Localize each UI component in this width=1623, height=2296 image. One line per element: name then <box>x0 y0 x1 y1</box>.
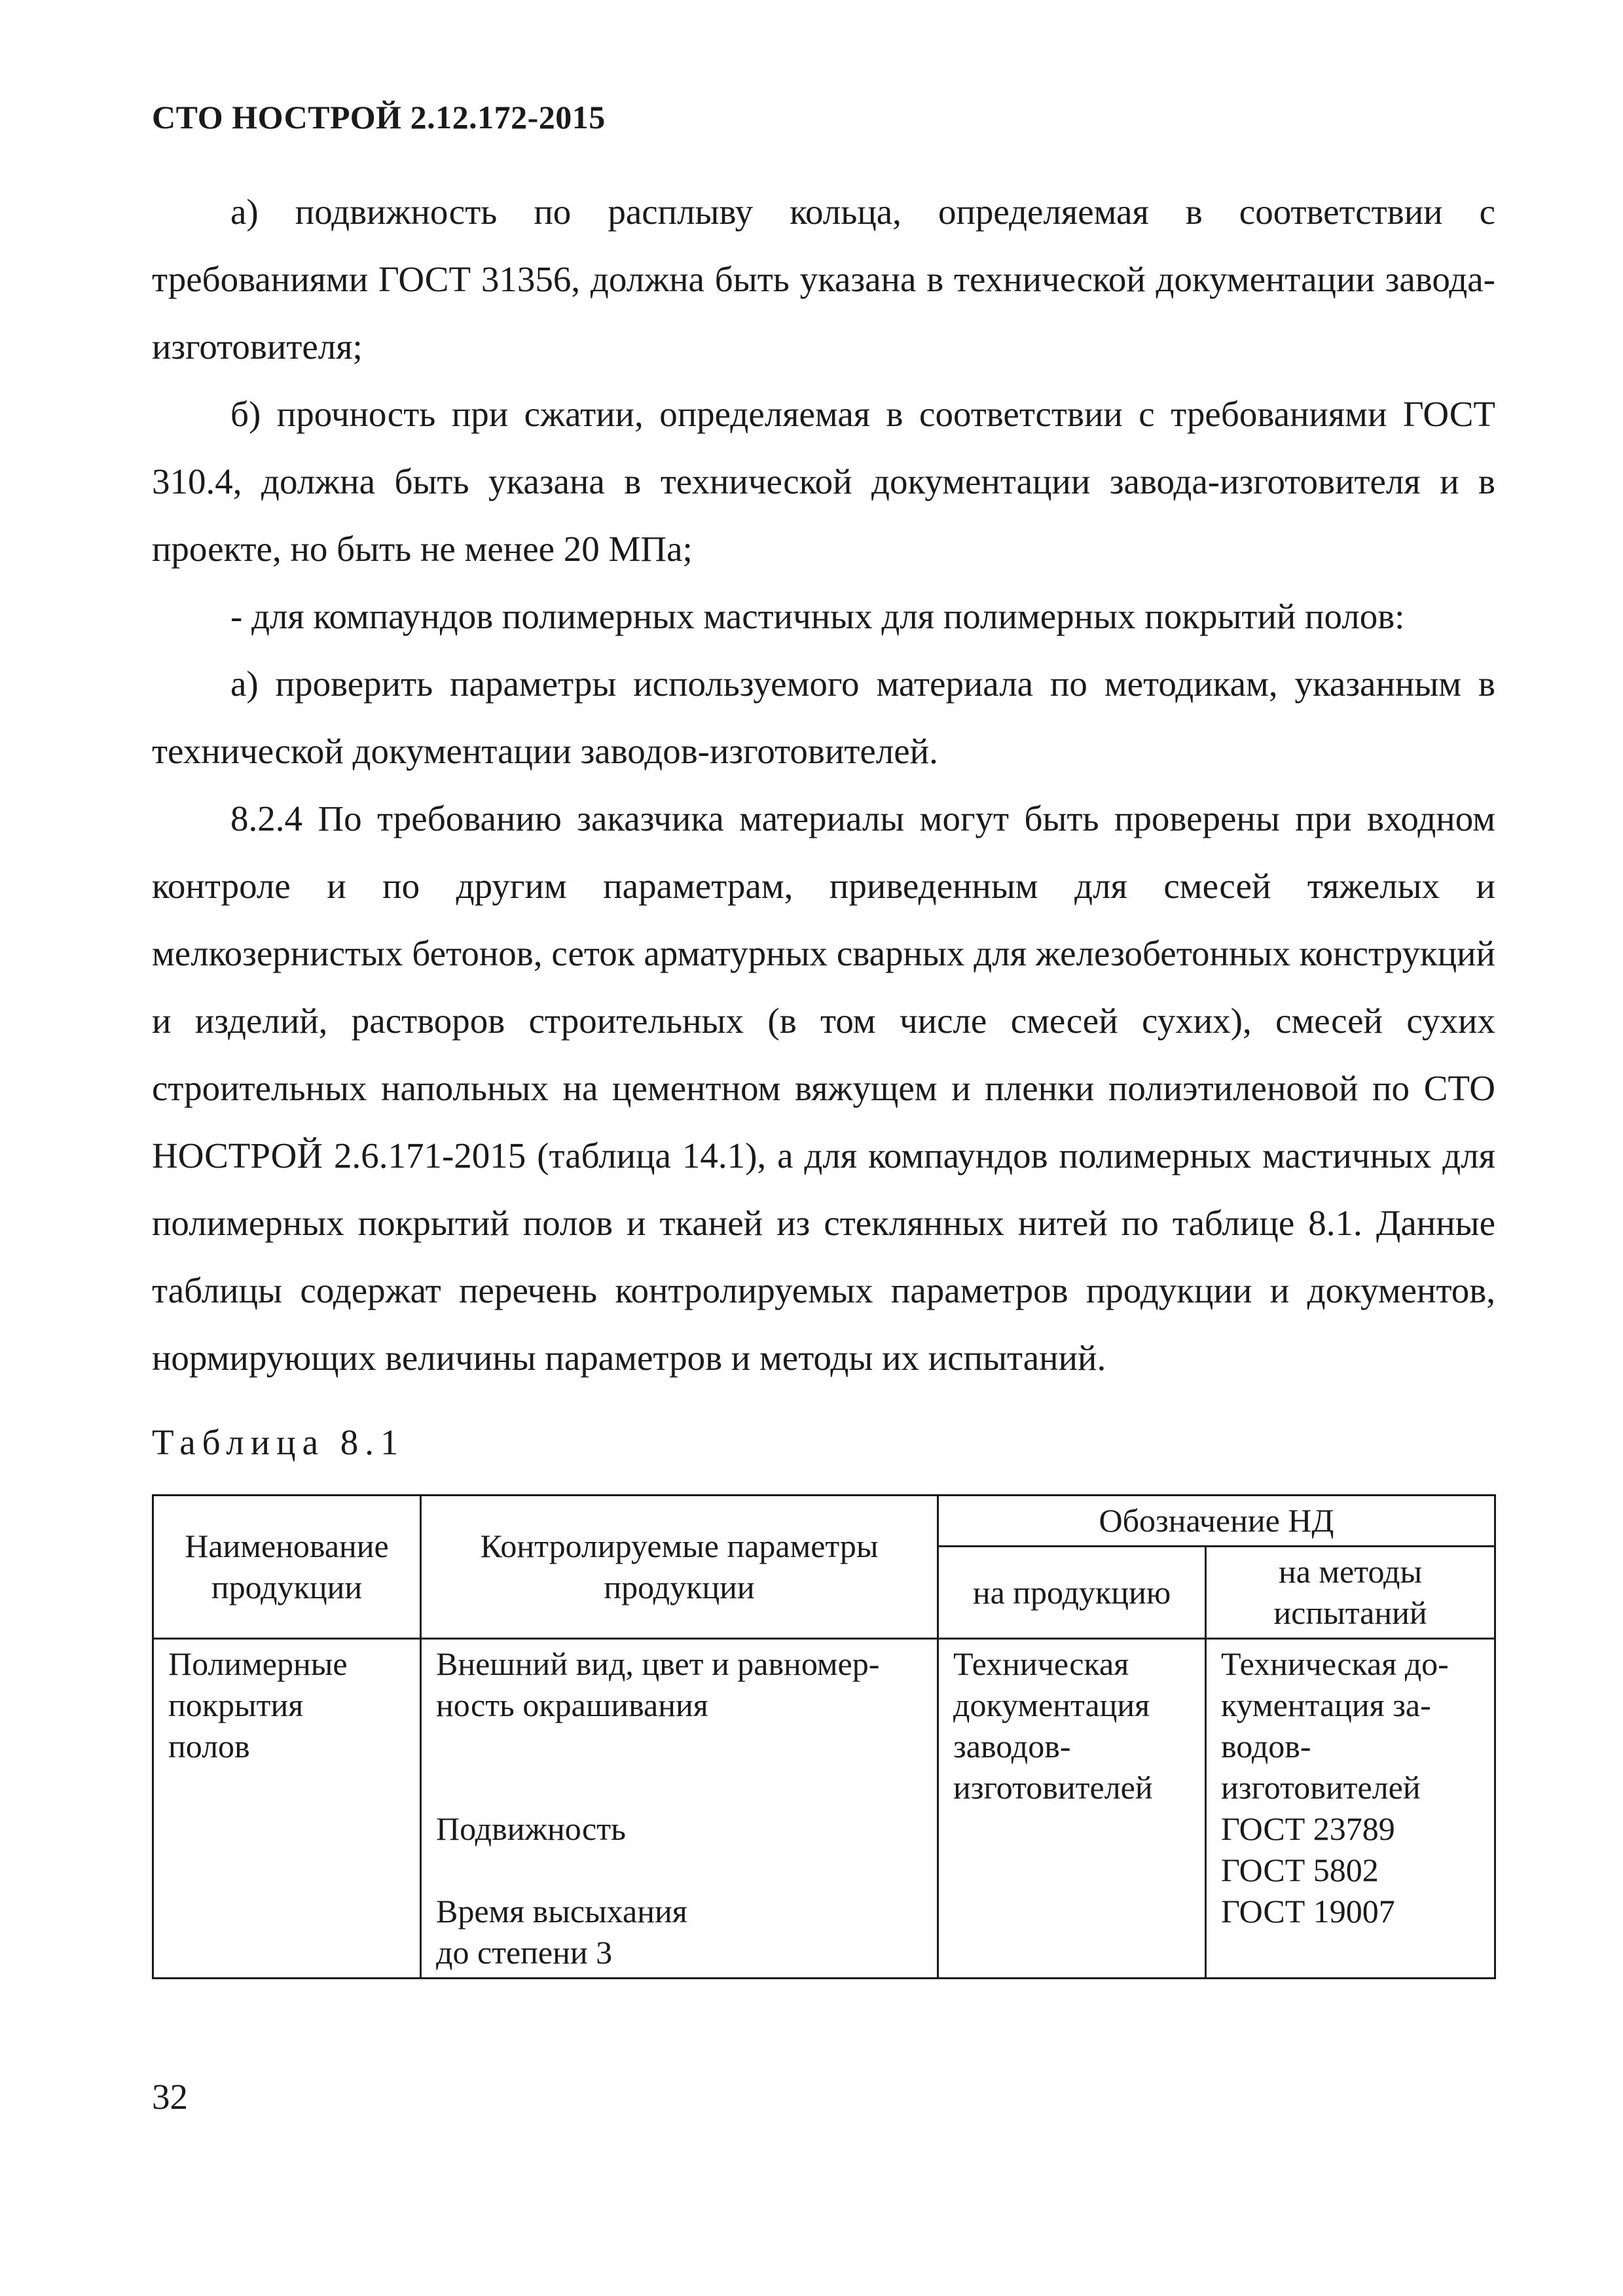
paragraph-8-2-4: 8.2.4 По требованию заказчика материалы могут быть проверены при входном контроле и по другим параметрам, приведенным для смесей тяжелых и мелкозернистых бетонов, сеток арматурных сварных для железобетонных конструкций и изделий, растворов строительных (в том числе смесей сухих), смесей сухих строительных напольных на цементном вяжущем и пленки полиэтиленовой по СТО НОСТРОЙ 2.6.171-2015 (таблица 14.1), а для компаундов полимерных мастичных для полимерных покрытий полов и тканей из стеклянных нитей по таблице 8.1. Данные таблицы содержат перечень контролируемых параметров продукции и документов, нормирующих величины параметров и методы их испытаний. <box>152 798 1495 1378</box>
cell-product: Полимерные покрытия полов <box>153 1639 421 1979</box>
header-nd-methods: на методы испытаний <box>1206 1547 1495 1639</box>
table-row <box>153 1639 1495 1979</box>
body-text <box>152 178 1495 1391</box>
paragraph-b-strength: б) прочность при сжатии, определяемая в соответствии с требованиями ГОСТ 310.4, должна быть указана в технической документации завода-изготовителя и в проекте, но быть не менее 20 МПа; <box>152 394 1495 569</box>
document-header: СТО НОСТРОЙ 2.12.172-2015 <box>152 99 606 135</box>
header-nd: Обозначение НД <box>938 1496 1495 1547</box>
cell-params: Внешний вид, цвет и равномер- ность окрашивания Подвижность Время высыхания до степени 3 <box>421 1639 938 1979</box>
table-caption: Таблица 8.1 <box>152 1422 405 1462</box>
paragraph-a-mobility: а) подвижность по расплыву кольца, определяемая в соответствии с требованиями ГОСТ 31356, должна быть указана в технической документации завода-изготовителя; <box>152 192 1495 367</box>
cell-nd-product: Техническая документация заводов- изготовителей <box>938 1639 1206 1979</box>
paragraph-compounds-intro: - для компаундов полимерных мастичных для полимерных покрытий полов: <box>230 596 1405 636</box>
page-number: 32 <box>152 2077 188 2117</box>
paragraph-a-check-params: а) проверить параметры используемого материала по методикам, указанным в технической документации заводов-изготовителей. <box>152 664 1495 771</box>
cell-nd-methods: Техническая до- кументация за- водов- изготовителей ГОСТ 23789 ГОСТ 5802 ГОСТ 19007 <box>1206 1639 1495 1979</box>
header-nd-product: на продукцию <box>938 1547 1206 1639</box>
header-params: Контролируемые параметры продукции <box>421 1496 938 1639</box>
table-8-1 <box>152 1494 1496 1979</box>
header-product: Наименование продукции <box>153 1496 421 1639</box>
